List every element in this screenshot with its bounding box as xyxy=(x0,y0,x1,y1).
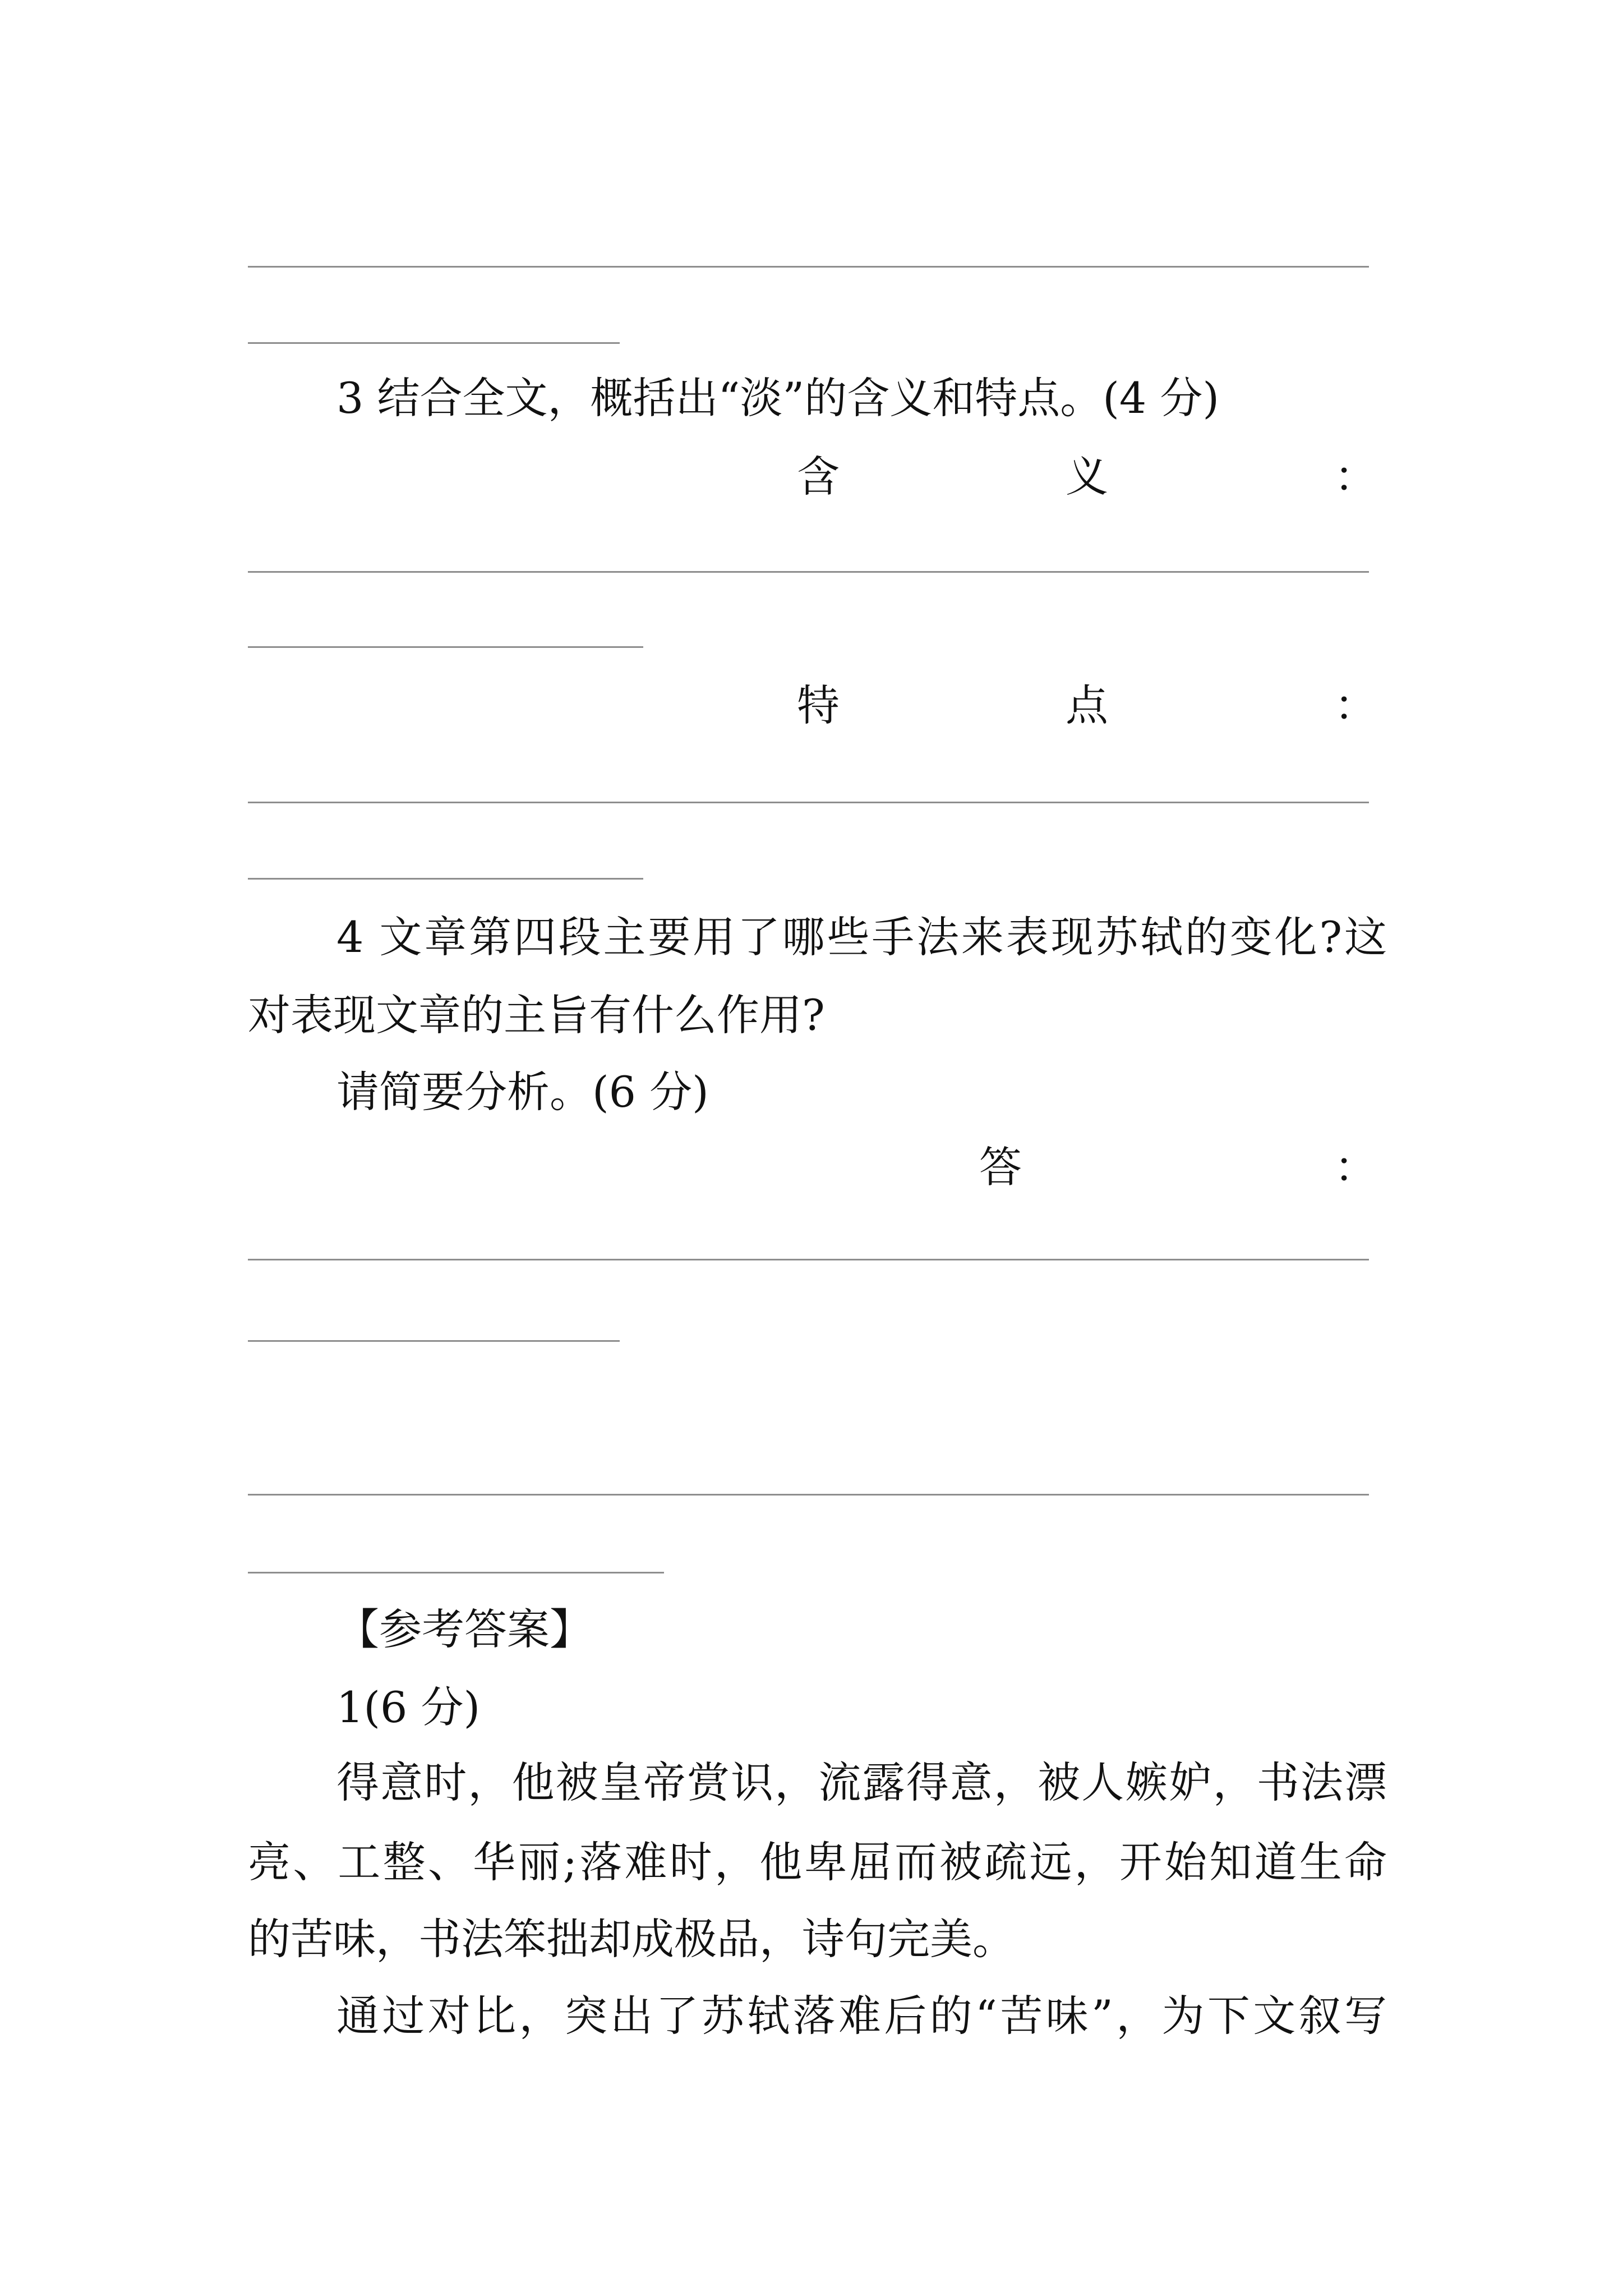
answer-blank-line xyxy=(248,342,620,344)
answer-blank-line xyxy=(248,571,1369,573)
meaning-label xyxy=(797,449,1377,505)
question-4-instruction: 请简要分析。(6 分) xyxy=(336,1067,709,1117)
label-char: 点 xyxy=(1066,680,1108,730)
answer-blank-line xyxy=(248,646,643,648)
answer-1-score: 1(6 分) xyxy=(336,1682,481,1732)
answer-1-text-line: 得意时，他被皇帝赏识，流露得意，被人嫉妒，书法漂 xyxy=(336,1757,1387,1807)
label-char: ： xyxy=(1334,1142,1377,1192)
question-3-prompt: 3 结合全文，概括出“淡”的含义和特点。(4 分) xyxy=(336,373,1220,423)
question-4-prompt-line: 4 文章第四段主要用了哪些手法来表现苏轼的变化?这 xyxy=(336,912,1387,962)
answer-label xyxy=(979,1139,1377,1195)
label-char: 答 xyxy=(979,1142,1022,1192)
answer-1-text-line: 亮、工整、华丽;落难时，他卑屈而被疏远，开始知道生命 xyxy=(248,1837,1387,1887)
answer-blank-line xyxy=(248,1494,1369,1496)
label-char: 含 xyxy=(797,452,840,501)
question-4-prompt-line: 对表现文章的主旨有什么作用? xyxy=(248,990,825,1040)
answer-blank-line xyxy=(248,878,643,880)
answer-1-text-line: 通过对比，突出了苏轼落难后的“苦味”，为下文叙写 xyxy=(336,1991,1387,2041)
feature-label xyxy=(797,678,1377,734)
label-char: ： xyxy=(1334,452,1377,501)
answer-blank-line xyxy=(248,1572,664,1573)
answer-key-heading: 【参考答案】 xyxy=(336,1604,592,1654)
label-char: ： xyxy=(1334,680,1377,730)
label-char: 特 xyxy=(797,680,840,730)
answer-1-text-line: 的苦味，书法笨拙却成极品，诗句完美。 xyxy=(248,1914,1015,1964)
answer-blank-line xyxy=(248,802,1369,803)
answer-blank-line xyxy=(248,266,1369,268)
answer-blank-line xyxy=(248,1340,620,1342)
label-char: 义 xyxy=(1066,452,1108,501)
answer-blank-line xyxy=(248,1259,1369,1260)
